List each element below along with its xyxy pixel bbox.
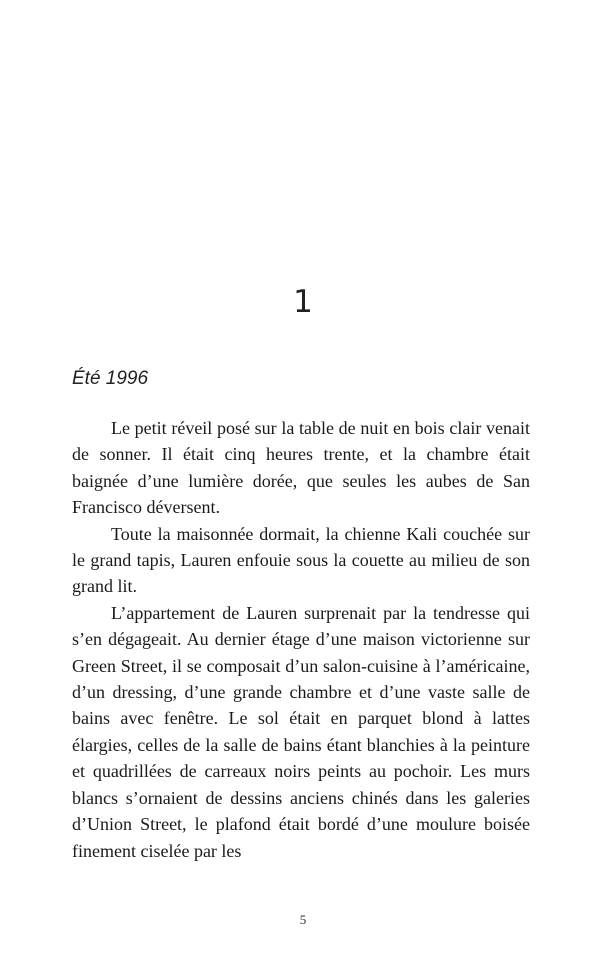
paragraph: L’appartement de Lauren surprenait par la tendresse qui s’en dégageait. Au dernier étage d’une maison victorienne sur Green Street, il se composait d’un salon-cuisine à l’américaine, d’un dressing, d’une grande chambre et d’une vaste salle de bains avec fenêtre. Le sol était en parquet blond à lattes élargies, celles de la salle de bains étant blanchies à la peinture et quadrillées de carreaux noirs peints au pochoir. Les murs blancs s’ornaient de dessins anciens chinés dans les galeries d’Union Street, le plafond était bordé d’une moulure boisée finement ciselée par les — [72, 602, 530, 861]
paragraph: Le petit réveil posé sur la table de nuit en bois clair venait de sonner. Il était cinq heures trente, et la chambre était baignée d’une lumière dorée, que seules les aubes de San Francisco déversent. — [72, 418, 530, 518]
paragraph: Toute la maisonnée dormait, la chienne Kali couchée sur le grand tapis, Lauren enfouie sous la couette au milieu de son grand lit. — [72, 523, 530, 597]
chapter-number: 1 — [293, 284, 313, 320]
page-number: 5 — [299, 912, 307, 927]
section-heading: Été 1996 — [72, 368, 149, 389]
body-text — [72, 415, 530, 864]
